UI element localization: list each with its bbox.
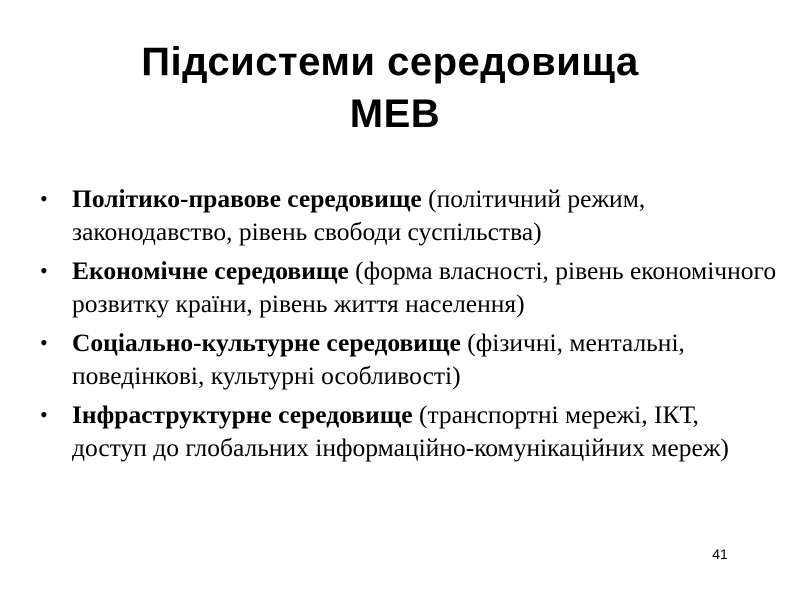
bullet-item-infrastructure — [40, 398, 780, 464]
bullet-description: (фізичні, ментальні, поведінкові, культурні особливості) — [72, 328, 685, 390]
bullet-description: (політичний режим, законодавство, рівень свободи суспільства) — [72, 184, 646, 246]
bullet-item-sociocultural — [40, 326, 780, 392]
bullet-term: Інфраструктурне середовище — [72, 400, 413, 429]
slide-title — [0, 36, 800, 140]
page-number: 41 — [712, 546, 728, 562]
bullet-marker: • — [40, 402, 48, 427]
bullet-description: (транспортні мережі, ІКТ, доступ до глобальних інформаційно-комунікаційних мереж) — [72, 400, 729, 462]
bullet-item-political-legal — [40, 182, 780, 248]
slide-title-line-2: МЕВ — [349, 92, 441, 136]
bullet-item-economic — [40, 254, 780, 320]
bullet-marker: • — [40, 330, 48, 355]
bullet-marker: • — [40, 258, 48, 283]
bullet-description: (форма власності, рівень економічного розвитку країни, рівень життя населення) — [72, 256, 777, 318]
bullet-term: Економічне середовище — [72, 256, 349, 285]
bullet-list — [40, 182, 780, 470]
bullet-term: Політико-правове середовище — [72, 184, 422, 213]
slide-title-line-1: Підсистеми середовища — [141, 40, 639, 84]
bullet-marker: • — [40, 186, 48, 211]
bullet-term: Соціально-культурне середовище — [72, 328, 461, 357]
